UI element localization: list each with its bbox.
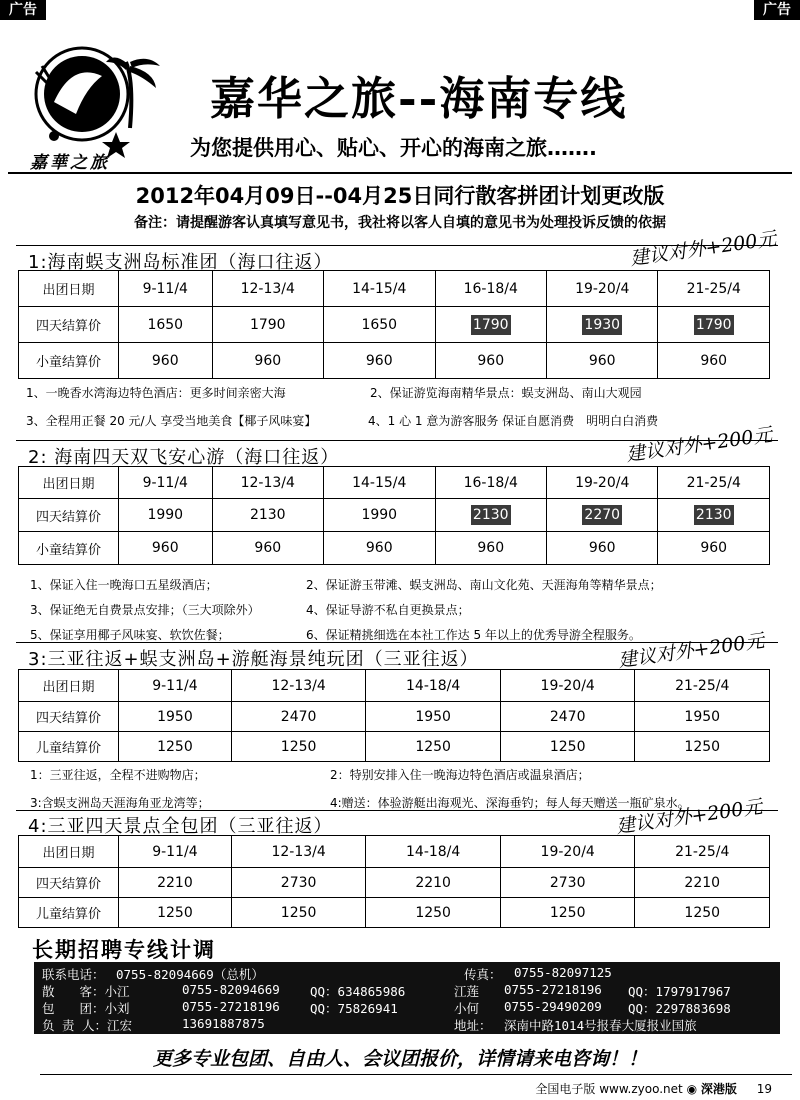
date-cell: 14-18/4 [366,836,501,868]
date-cell: 21-25/4 [658,271,770,307]
contact-role: 负 责 人：江宏 [42,1018,133,1033]
adult-price-highlighted: 2130 [695,507,732,523]
more-info-text: 更多专业包团、自由人、会议团报价，详情请来电咨询！！ [152,1048,647,1070]
section-3-note: 1：三亚往返，全程不进购物店； [30,768,206,782]
section-4-title: 4:三亚四天景点全包团（三亚往返） [28,816,333,837]
row-label: 出团日期 [19,467,119,499]
child-price: 960 [324,532,435,565]
suggest-price-note-3: 建议对外+200元 [616,629,766,673]
suggest-price-note-4: 建议对外+200元 [614,795,764,839]
adult-price: 2130 [249,507,286,523]
contact-qq: QQ：634865986 [310,984,406,999]
section-1-note: 4、1 心 1 意为游客服务 保证自愿消费 明明白白消费 [368,414,659,428]
section-2-note: 3、保证绝无自费景点安排；（三大项除外） [30,603,260,617]
adult-price: 2470 [231,702,366,732]
adult-price: 2210 [119,868,232,898]
date-cell: 16-18/4 [435,467,546,499]
row-label: 四天结算价 [19,499,119,532]
child-price: 960 [435,343,546,379]
date-cell: 14-15/4 [324,467,435,499]
price-table-4 [18,835,770,928]
row-label: 四天结算价 [19,868,119,898]
row-label: 小童结算价 [19,532,119,565]
date-cell: 12-13/4 [231,670,366,702]
contact-role: 包 团：小刘 [42,1001,130,1016]
section-1-note: 3、全程用正餐 20 元/人 享受当地美食【椰子风味宴】 [26,414,317,428]
adult-price: 1950 [635,702,770,732]
schedule-headline: 2012年04月09日--04月25日同行散客拼团计划更改版 [135,184,665,208]
price-table-2 [18,466,770,565]
row-label: 出团日期 [19,836,119,868]
slogan: 为您提供用心、贴心、开心的海南之旅……. [190,136,597,160]
date-cell: 14-18/4 [366,670,501,702]
section-3-title: 3:三亚往返+蜈支洲岛+游艇海景纯玩团（三亚往返） [28,649,479,670]
child-price: 960 [546,532,657,565]
date-cell: 21-25/4 [635,670,770,702]
child-price: 1250 [500,898,635,928]
date-cell: 19-20/4 [500,836,635,868]
page-number: 19 [756,1082,772,1096]
phone-value: 0755-82094669（总机） [116,967,264,982]
section-1-note: 2、保证游览海南精华景点：蜈支洲岛、南山大观园 [370,386,642,400]
contact-tel: 0755-82094669 [182,982,280,997]
date-cell: 12-13/4 [212,467,323,499]
date-cell: 12-13/4 [212,271,323,307]
adult-price: 1650 [147,316,184,333]
fax-value: 0755-82097125 [514,965,612,980]
child-price: 960 [212,532,323,565]
logo-text: 嘉華之旅 [30,153,110,173]
adult-price: 2210 [366,868,501,898]
section-2-note: 2、保证游玉带滩、蜈支洲岛、南山文化苑、天涯海角等精华景点； [306,578,662,592]
date-cell: 14-15/4 [324,271,435,307]
date-cell: 9-11/4 [119,271,213,307]
date-cell: 19-20/4 [546,271,657,307]
date-cell: 16-18/4 [435,271,546,307]
row-label: 四天结算价 [19,702,119,732]
adult-price-highlighted: 2270 [584,507,621,523]
adult-price: 1790 [249,316,286,333]
date-cell: 19-20/4 [500,670,635,702]
row-label: 出团日期 [19,271,119,307]
ad-label-right: 广告 [754,0,800,20]
child-price: 1250 [635,898,770,928]
contact-name: 小何 [454,1001,480,1016]
edition-icon: ◉ [686,1082,698,1096]
remark-text: 备注：请提醒游客认真填写意见书，我社将以客人自填的意见书为处理投诉反馈的依据 [134,215,666,231]
child-price: 1250 [231,732,366,762]
row-label: 儿童结算价 [19,898,119,928]
adult-price: 2730 [231,868,366,898]
child-price: 1250 [119,898,232,928]
child-price: 1250 [500,732,635,762]
child-price: 1250 [635,732,770,762]
divider [40,1074,792,1075]
section-2-note: 6、保证精挑细选在本社工作达 5 年以上的优秀导游全程服务。 [306,628,641,642]
contact-qq: QQ：1797917967 [628,984,731,999]
phone-label: 联系电话： [42,967,105,982]
date-cell: 19-20/4 [546,467,657,499]
adult-price: 2470 [500,702,635,732]
child-price: 1250 [231,898,366,928]
section-2-title: 2: 海南四天双飞安心游（海口往返） [28,447,340,468]
child-price: 960 [546,343,657,379]
adult-price-highlighted: 2130 [472,507,509,523]
child-price: 960 [435,532,546,565]
suggest-price-note-2: 建议对外+200元 [624,423,774,467]
child-price: 1250 [366,732,501,762]
adult-price: 1950 [119,702,232,732]
child-price: 960 [324,343,435,379]
section-2-note: 1、保证入住一晚海口五星级酒店； [30,578,218,592]
section-2-note: 5、保证享用椰子风味宴、软饮佐餐； [30,628,230,642]
adult-price: 2730 [500,868,635,898]
section-2-note: 4、保证导游不私自更换景点； [306,603,470,617]
date-cell: 21-25/4 [635,836,770,868]
ad-label-left: 广告 [0,0,46,20]
contact-tel: 0755-27218196 [504,982,602,997]
page-title: 嘉华之旅--海南专线 [210,72,628,125]
contact-tel: 0755-29490209 [504,999,602,1014]
row-label: 出团日期 [19,670,119,702]
child-price: 1250 [366,898,501,928]
child-price: 960 [658,343,770,379]
divider [8,172,792,174]
child-price: 960 [119,343,213,379]
section-1-note: 1、一晚香水湾海边特色酒店：更多时间亲密大海 [26,386,286,400]
contact-tel: 13691887875 [182,1016,265,1031]
child-price: 960 [119,532,213,565]
section-3-note: 2：特别安排入住一晚海边特色酒店或温泉酒店； [330,768,590,782]
section-3-note: 3:含蜈支洲岛天涯海角亚龙湾等； [30,796,210,810]
contact-box [34,962,780,1034]
adult-price-highlighted: 1930 [584,316,621,333]
child-price: 960 [658,532,770,565]
adult-price: 1990 [361,507,398,523]
child-price: 1250 [119,732,232,762]
adult-price: 1990 [147,507,184,523]
date-cell: 9-11/4 [119,836,232,868]
contact-name: 江莲 [454,984,480,999]
section-3-note: 4:赠送：体验游艇出海观光、深海垂钓；每人每天赠送一瓶矿泉水。 [330,796,690,810]
row-label: 四天结算价 [19,307,119,343]
footer-edition: 深港版 [700,1082,737,1096]
child-price: 960 [212,343,323,379]
address-label: 地址： [454,1018,492,1033]
adult-price-highlighted: 1790 [472,316,509,333]
fax-label: 传真： [464,967,502,982]
adult-price: 2210 [635,868,770,898]
contact-qq: QQ：2297883698 [628,1001,731,1016]
suggest-price-note-1: 建议对外+200元 [628,227,778,271]
date-cell: 9-11/4 [119,467,213,499]
adult-price: 1650 [361,316,398,333]
address-value: 深南中路1014号报春大厦报业国旅 [504,1018,697,1033]
price-table-1 [18,270,770,379]
adult-price: 1950 [366,702,501,732]
contact-role: 散 客：小江 [42,984,130,999]
date-cell: 21-25/4 [658,467,770,499]
date-cell: 9-11/4 [119,670,232,702]
adult-price-highlighted: 1790 [695,316,732,333]
recruit-heading: 长期招聘专线计调 [32,938,216,962]
footer-site: 全国电子版 www.zyoo.net [535,1082,683,1096]
contact-qq: QQ：75826941 [310,1001,398,1016]
section-1-title: 1:海南蜈支洲岛标准团（海口往返） [28,252,333,273]
contact-tel: 0755-27218196 [182,999,280,1014]
date-cell: 12-13/4 [231,836,366,868]
price-table-3 [18,669,770,762]
page-footer [535,1080,772,1097]
row-label: 小童结算价 [19,343,119,379]
row-label: 儿童结算价 [19,732,119,762]
